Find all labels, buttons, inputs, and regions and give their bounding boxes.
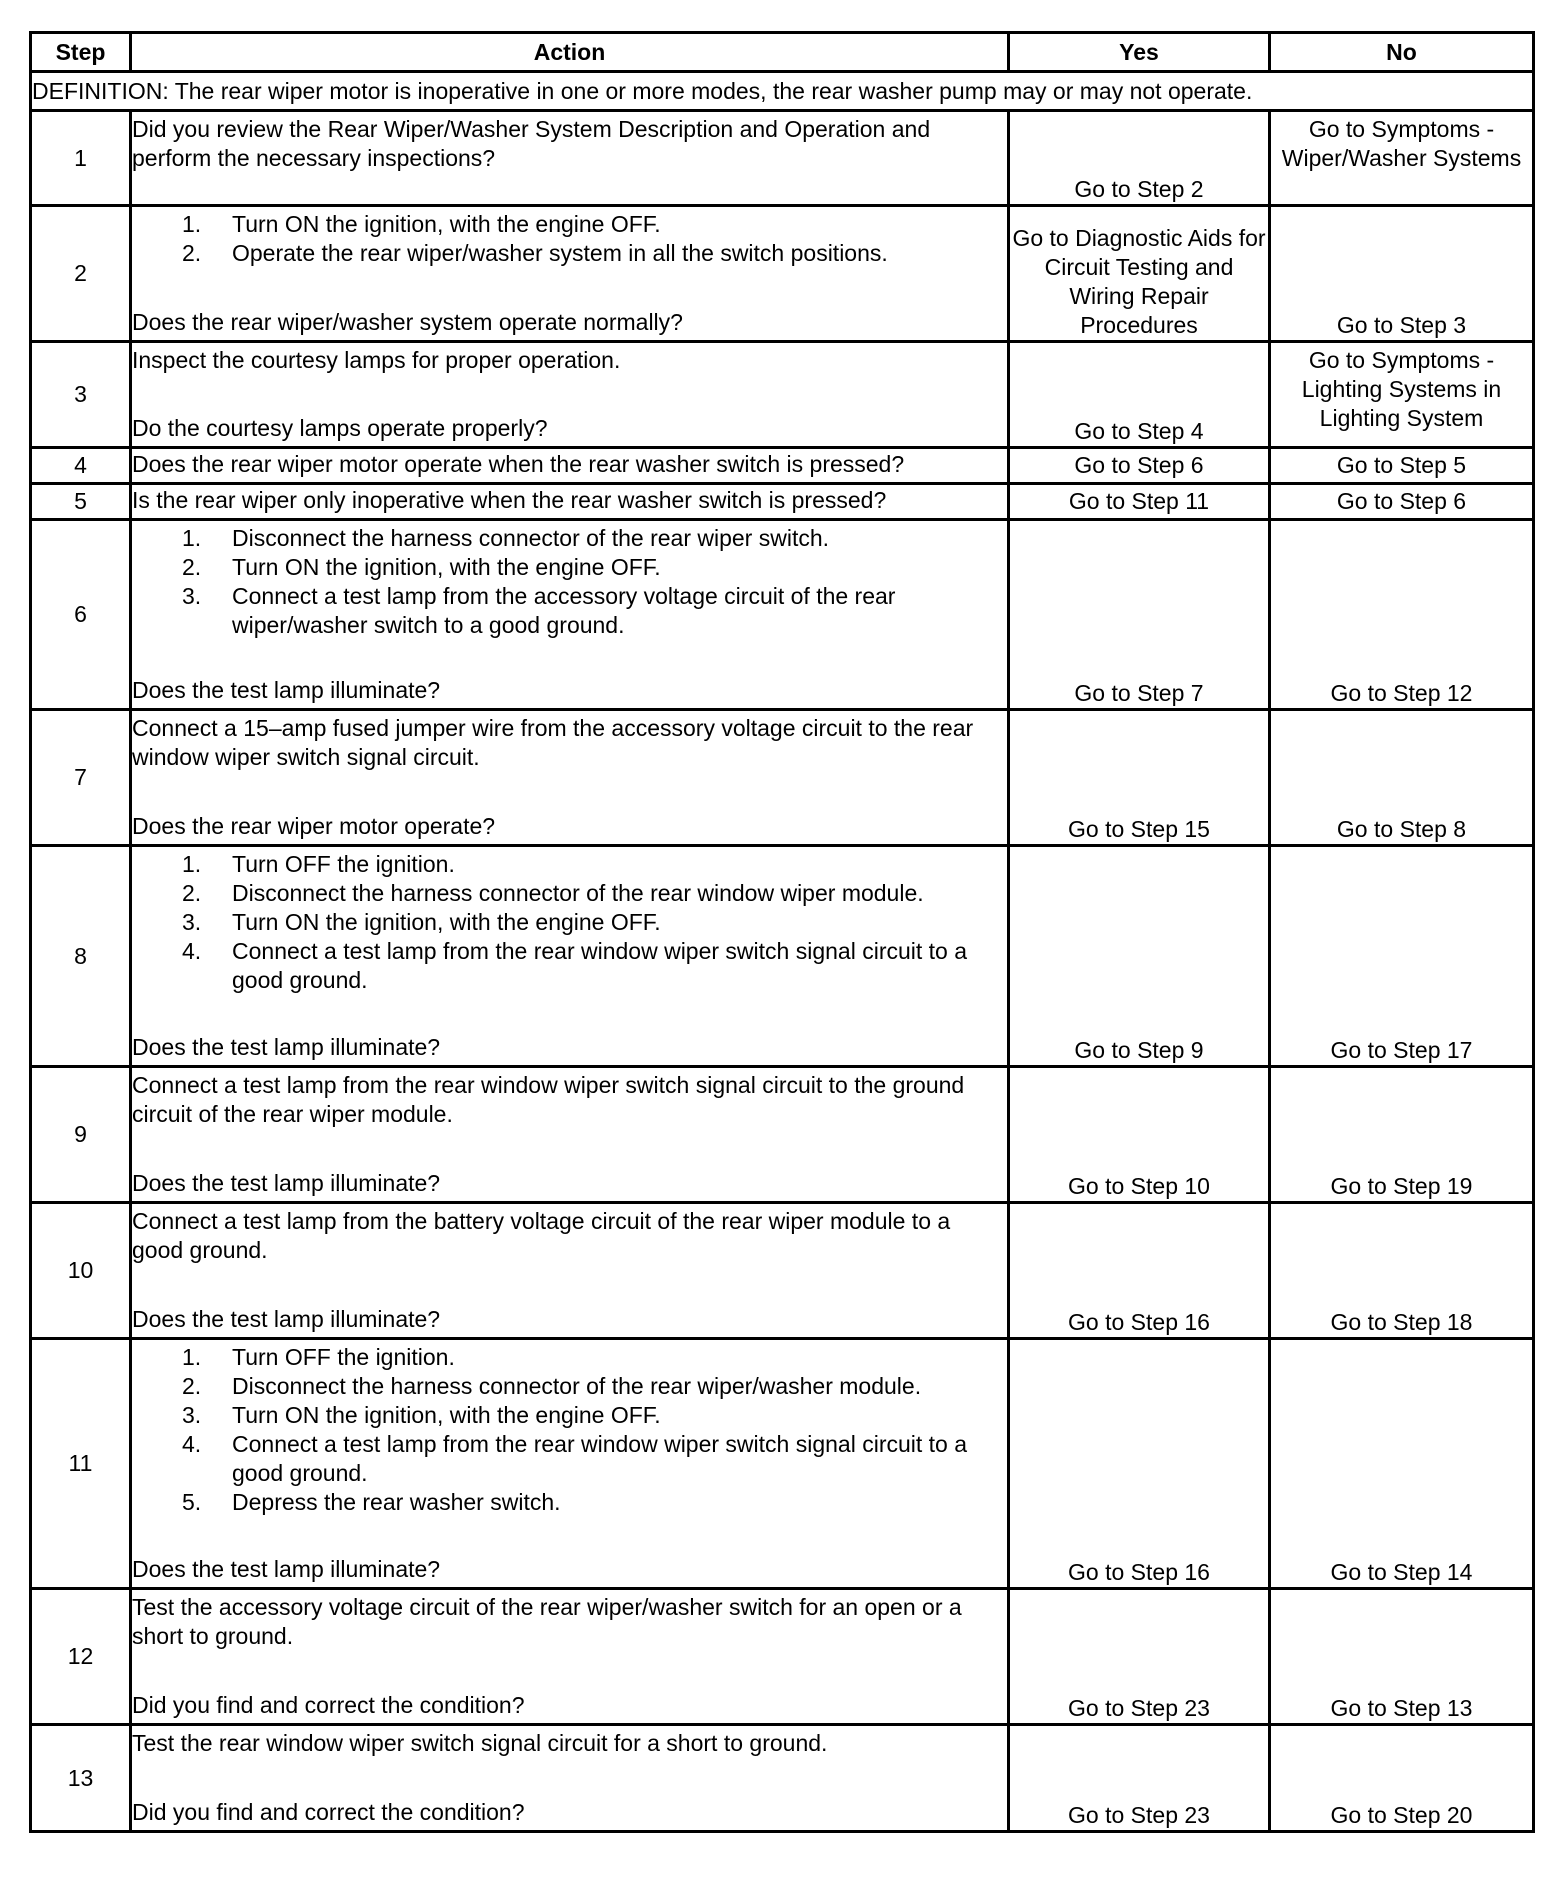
action-question: Does the rear wiper motor operate? (132, 813, 496, 839)
procedure-item-text: Turn ON the ignition, with the engine OFF. (232, 1402, 661, 1428)
procedure-item-text: Connect a test lamp from the accessory voltage circuit of the rear wiper/washer switch to a good ground. (232, 583, 896, 638)
table-row (31, 342, 1534, 448)
procedure-item-text: Connect a test lamp from the rear window wiper switch signal circuit to a good ground. (232, 1431, 968, 1486)
step-number: 10 (31, 1203, 131, 1339)
procedure-item-text: Disconnect the harness connector of the rear window wiper module. (232, 880, 924, 906)
definition-text: DEFINITION: The rear wiper motor is inoperative in one or more modes, the rear washer pump may or may not operate. (31, 72, 1534, 111)
table-row (31, 1339, 1534, 1589)
definition-row (31, 72, 1534, 111)
action-text: Is the rear wiper only inoperative when the rear washer switch is pressed? (132, 486, 887, 513)
no-result: Go to Step 14 (1270, 1339, 1534, 1589)
step-number: 1 (31, 111, 131, 206)
action-question: Did you find and correct the condition? (132, 1692, 525, 1718)
action-question: Do the courtesy lamps operate properly? (132, 415, 548, 441)
action-text: Connect a test lamp from the battery voltage circuit of the rear wiper module to a good ground. (132, 1208, 951, 1263)
procedure-item-text: Turn OFF the ignition. (232, 1344, 455, 1370)
procedure-item-text: Disconnect the harness connector of the rear wiper/washer module. (232, 1373, 922, 1399)
yes-result: Go to Step 2 (1009, 111, 1270, 206)
yes-result: Go to Step 23 (1009, 1725, 1270, 1832)
action-cell (131, 1067, 1009, 1203)
table-row (31, 846, 1534, 1067)
procedure-item: 3. Turn ON the ignition, with the engine OFF. (182, 1402, 661, 1428)
action-text: Test the rear window wiper switch signal circuit for a short to ground. (132, 1730, 828, 1756)
yes-result: Go to Diagnostic Aids for Circuit Testing and Wiring Repair Procedures (1009, 206, 1270, 342)
no-result: Go to Step 8 (1270, 710, 1534, 846)
action-question: Does the test lamp illuminate? (132, 1306, 441, 1332)
header-step: Step (31, 33, 131, 72)
procedure-item: 2. Operate the rear wiper/washer system in all the switch positions. (182, 240, 888, 266)
yes-result: Go to Step 6 (1009, 448, 1270, 484)
step-number: 8 (31, 846, 131, 1067)
procedure-item: 2. Disconnect the harness connector of the rear wiper/washer module. (182, 1373, 922, 1399)
table-row (31, 448, 1534, 484)
table-row (31, 1067, 1534, 1203)
step-number: 12 (31, 1589, 131, 1725)
table-row (31, 206, 1534, 342)
action-text: Connect a test lamp from the rear window wiper switch signal circuit to the ground circuit of the rear wiper module. (132, 1072, 965, 1127)
table-row (31, 1589, 1534, 1725)
table-row (31, 111, 1534, 206)
yes-result: Go to Step 23 (1009, 1589, 1270, 1725)
action-text: Does the rear wiper motor operate when the rear washer switch is pressed? (132, 450, 905, 477)
no-result: Go to Symptoms - Lighting Systems in Lighting System (1270, 342, 1534, 448)
yes-result: Go to Step 9 (1009, 846, 1270, 1067)
header-action: Action (131, 33, 1009, 72)
yes-result: Go to Step 7 (1009, 520, 1270, 710)
procedure-item: 1. Disconnect the harness connector of the rear wiper switch. (182, 525, 830, 551)
step-number: 13 (31, 1725, 131, 1832)
step-number: 2 (31, 206, 131, 342)
action-question: Does the rear wiper/washer system operate normally? (132, 309, 683, 335)
no-result: Go to Step 12 (1270, 520, 1534, 710)
yes-result: Go to Step 10 (1009, 1067, 1270, 1203)
yes-result: Go to Step 4 (1009, 342, 1270, 448)
action-cell (131, 111, 1009, 206)
action-cell (131, 520, 1009, 710)
step-number: 3 (31, 342, 131, 448)
action-cell (131, 206, 1009, 342)
step-number: 4 (31, 448, 131, 484)
table-row (31, 1725, 1534, 1832)
action-cell (131, 1203, 1009, 1339)
action-text: Did you review the Rear Wiper/Washer System Description and Operation and perform the necessary inspections? (132, 116, 931, 171)
no-result: Go to Step 3 (1270, 206, 1534, 342)
action-question: Did you find and correct the condition? (132, 1799, 525, 1825)
procedure-item: 2. Turn ON the ignition, with the engine OFF. (182, 554, 661, 580)
yes-result: Go to Step 11 (1009, 484, 1270, 520)
action-text: Connect a 15–amp fused jumper wire from the accessory voltage circuit to the rear window wiper switch signal circuit. (132, 715, 974, 770)
step-number: 5 (31, 484, 131, 520)
yes-result: Go to Step 16 (1009, 1203, 1270, 1339)
no-result: Go to Step 20 (1270, 1725, 1534, 1832)
action-cell (131, 484, 1009, 520)
no-result: Go to Symptoms - Wiper/Washer Systems (1270, 111, 1534, 206)
action-cell (131, 846, 1009, 1067)
procedure-list (132, 850, 1007, 995)
no-result: Go to Step 18 (1270, 1203, 1534, 1339)
step-number: 11 (31, 1339, 131, 1589)
procedure-item-text: Turn ON the ignition, with the engine OFF. (232, 211, 661, 237)
header-yes: Yes (1009, 33, 1270, 72)
procedure-list (132, 524, 1007, 640)
procedure-item: 2. Disconnect the harness connector of the rear window wiper module. (182, 880, 924, 906)
action-text: Test the accessory voltage circuit of the rear wiper/washer switch for an open or a short to ground. (132, 1594, 962, 1649)
table-row (31, 484, 1534, 520)
step-number: 7 (31, 710, 131, 846)
table-row (31, 710, 1534, 846)
procedure-item-text: Turn ON the ignition, with the engine OFF. (232, 909, 661, 935)
action-cell (131, 342, 1009, 448)
table-row (31, 520, 1534, 710)
no-result: Go to Step 13 (1270, 1589, 1534, 1725)
procedure-item: 4. Connect a test lamp from the rear window wiper switch signal circuit to a good ground. (182, 938, 968, 993)
header-row (31, 33, 1534, 72)
action-cell (131, 1589, 1009, 1725)
procedure-item: 1. Turn OFF the ignition. (182, 851, 455, 877)
action-question: Does the test lamp illuminate? (132, 1034, 441, 1060)
procedure-list (132, 210, 1007, 268)
procedure-item-text: Disconnect the harness connector of the rear wiper switch. (232, 525, 830, 551)
procedure-item: 1. Turn OFF the ignition. (182, 1344, 455, 1370)
action-question: Does the test lamp illuminate? (132, 1170, 441, 1196)
step-number: 6 (31, 520, 131, 710)
yes-result: Go to Step 16 (1009, 1339, 1270, 1589)
procedure-item: 1. Turn ON the ignition, with the engine OFF. (182, 211, 661, 237)
procedure-item: 4. Connect a test lamp from the rear window wiper switch signal circuit to a good ground. (182, 1431, 968, 1486)
no-result: Go to Step 5 (1270, 448, 1534, 484)
procedure-item-text: Turn ON the ignition, with the engine OFF. (232, 554, 661, 580)
no-result: Go to Step 19 (1270, 1067, 1534, 1203)
action-cell (131, 1725, 1009, 1832)
yes-result: Go to Step 15 (1009, 710, 1270, 846)
diagnostic-table (29, 31, 1535, 1833)
no-result: Go to Step 6 (1270, 484, 1534, 520)
action-question: Does the test lamp illuminate? (132, 677, 441, 703)
table-row (31, 1203, 1534, 1339)
action-cell (131, 448, 1009, 484)
procedure-item: 3. Turn ON the ignition, with the engine OFF. (182, 909, 661, 935)
action-cell (131, 710, 1009, 846)
procedure-item-text: Turn OFF the ignition. (232, 851, 455, 877)
procedure-item-text: Connect a test lamp from the rear window wiper switch signal circuit to a good ground. (232, 938, 968, 993)
action-cell (131, 1339, 1009, 1589)
procedure-item: 5. Depress the rear washer switch. (182, 1489, 561, 1515)
header-no: No (1270, 33, 1534, 72)
procedure-list (132, 1343, 1007, 1517)
procedure-item: 3. Connect a test lamp from the accessory voltage circuit of the rear wiper/washer switch to a good ground. (182, 583, 896, 638)
step-number: 9 (31, 1067, 131, 1203)
action-text: Inspect the courtesy lamps for proper operation. (132, 347, 621, 373)
procedure-item-text: Operate the rear wiper/washer system in all the switch positions. (232, 240, 888, 266)
procedure-item-text: Depress the rear washer switch. (232, 1489, 561, 1515)
action-question: Does the test lamp illuminate? (132, 1556, 441, 1582)
no-result: Go to Step 17 (1270, 846, 1534, 1067)
